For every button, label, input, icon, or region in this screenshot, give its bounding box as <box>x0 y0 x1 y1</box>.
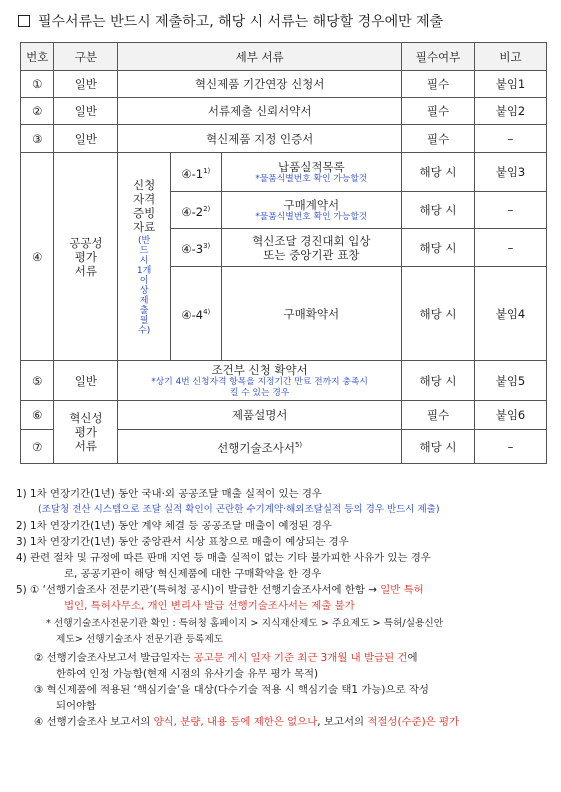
header-category: 구분 <box>54 43 118 71</box>
row-doc: 제품설명서 <box>118 401 402 430</box>
footnote-5-1-cont: 법인, 특허사무소, 개인 변리사 발급 선행기술조사서는 제출 불가 <box>64 600 355 612</box>
footnote-4-cont: 로, 공공기관이 해당 혁신제품에 대한 구매확약을 한 경우 <box>64 568 322 580</box>
row-category: 일반 <box>54 71 118 98</box>
header-doc: 세부 서류 <box>118 43 402 71</box>
row-number: ⑤ <box>21 361 54 401</box>
table-row <box>21 71 547 98</box>
footnote-5-2-cont: 한하여 인정 가능함(현재 시점의 유사기술 유무 평가 목적) <box>56 668 319 680</box>
item-doc: 구매확약서 <box>221 267 401 361</box>
row-required: 해당 시 <box>402 229 475 267</box>
row-note: – <box>474 430 546 464</box>
row-note: 붙임4 <box>474 267 546 361</box>
row-category: 일반 <box>54 125 118 153</box>
row-doc: 서류제출 신뢰서약서 <box>118 98 402 125</box>
footnotes <box>16 486 546 730</box>
footnote-4: 4) 관련 절차 및 규정에 따른 판매 지연 등 매출 실적이 없는 기타 불가피한 사유가 있는 경우 <box>16 552 431 564</box>
row-note: – <box>474 125 546 153</box>
page-title: 필수서류는 반드시 제출하고, 해당 시 서류는 해당할 경우에만 제출 <box>18 11 443 31</box>
row-number: ⑥ <box>21 401 54 430</box>
row-note: – <box>474 192 546 229</box>
footnote-5-2: ② 선행기술조사보고서 발급일자는 공고문 게시 일자 기준 최근 3개월 내 발급된 건에 <box>34 652 418 664</box>
qualification-note: (반드시 1개 이상 제출 필수) <box>136 235 152 336</box>
row-category: 일반 <box>54 361 118 401</box>
header-required: 필수여부 <box>402 43 475 71</box>
row-note: 붙임3 <box>474 153 546 192</box>
qualification-evidence-cell <box>118 153 171 361</box>
row-number: ④ <box>21 153 54 361</box>
row-required: 해당 시 <box>402 267 475 361</box>
footnote-5-1: 5) ① ‘선행기술조사 전문기관’(특허청 공시)이 발급한 선행기술조사서에 한함 → 일반 특허 <box>16 584 424 596</box>
row-doc: 혁신제품 기간연장 신청서 <box>118 71 402 98</box>
item-number: ④-2$^{2)}$ <box>170 192 221 229</box>
checkbox-icon <box>18 15 30 27</box>
footnote-3: 3) 1차 연장기간(1년) 동안 중앙관서 시상 표창으로 매출이 예상되는 경우 <box>16 536 349 548</box>
table-row <box>21 361 547 401</box>
row-required: 필수 <box>402 71 475 98</box>
footnote-2: 2) 1차 연장기간(1년) 동안 계약 체결 등 공공조달 매출이 예정된 경우 <box>16 520 332 532</box>
item-doc: 구매계약서 *물품식별번호 확인 가능할것 <box>221 192 401 229</box>
qualification-title: 신청 자격 증빙 자료 <box>133 177 156 234</box>
row-doc: 조건부 신청 확약서 *상기 4번 신청자격 항목을 지정기간 만료 전까지 충족시킬 수 있는 경우 <box>118 361 402 401</box>
row-category: 일반 <box>54 98 118 125</box>
header-note: 비고 <box>474 43 546 71</box>
row-number: ② <box>21 98 54 125</box>
footnote-5-star: * 선행기술조사전문기관 확인 : 특허청 홈페이지 > 지식재산제도 > 주요제도 > 특허/실용신안 <box>46 618 444 629</box>
row-note: 붙임1 <box>474 71 546 98</box>
row-note: 붙임6 <box>474 401 546 430</box>
row-note: – <box>474 229 546 267</box>
footnote-5-star-cont: 제도> 선행기술조사 전문기관 등록제도 <box>56 634 224 645</box>
item-number: ④-3$^{3)}$ <box>170 229 221 267</box>
item-doc: 혁신조달 경진대회 입상 또는 중앙기관 표창 <box>221 229 401 267</box>
item-number: ④-1$^{1)}$ <box>170 153 221 192</box>
table-header-row <box>21 43 547 71</box>
item-number: ④-4$^{4)}$ <box>170 267 221 361</box>
row-number: ③ <box>21 125 54 153</box>
row-category: 공공성 평가 서류 <box>54 153 118 361</box>
table-row <box>21 153 547 192</box>
item-doc: 납품실적목록 *물품식별번호 확인 가능할것 <box>221 153 401 192</box>
footnote-1-detail: (조달청 전산 시스템으로 조달 실적 확인이 곤란한 수기계약·해외조달실적 등의 경우 반드시 제출) <box>38 504 440 515</box>
row-doc: 혁신제품 지정 인증서 <box>118 125 402 153</box>
row-note: 붙임5 <box>474 361 546 401</box>
row-required: 해당 시 <box>402 430 475 464</box>
header-no: 번호 <box>21 43 54 71</box>
row-required: 필수 <box>402 98 475 125</box>
footnote-5-4: ④ 선행기술조사 보고서의 양식, 분량, 내용 등에 제한은 없으나, 보고서의 적절성(수준)은 평가 <box>34 716 460 728</box>
row-number: ① <box>21 71 54 98</box>
row-note: 붙임2 <box>474 98 546 125</box>
row-category: 혁신성 평가 서류 <box>54 401 118 464</box>
table-row <box>21 98 547 125</box>
row-doc: 선행기술조사서$^{5)}$ <box>118 430 402 464</box>
document-table <box>20 42 547 464</box>
footnote-5-3-cont: 되어야함 <box>56 700 97 712</box>
footnote-5-3: ③ 혁신제품에 적용된 ‘핵심기술’을 대상(다수기술 적용 시 핵심기술 택1 가능)으로 작성 <box>34 684 429 696</box>
table-row <box>21 401 547 430</box>
row-number: ⑦ <box>21 430 54 464</box>
row-required: 해당 시 <box>402 153 475 192</box>
row-required: 필수 <box>402 125 475 153</box>
row-required: 필수 <box>402 401 475 430</box>
table-row <box>21 125 547 153</box>
row-required: 해당 시 <box>402 361 475 401</box>
footnote-1: 1) 1차 연장기간(1년) 동안 국내·외 공공조달 매출 실적이 있는 경우 <box>16 488 322 500</box>
row-required: 해당 시 <box>402 192 475 229</box>
